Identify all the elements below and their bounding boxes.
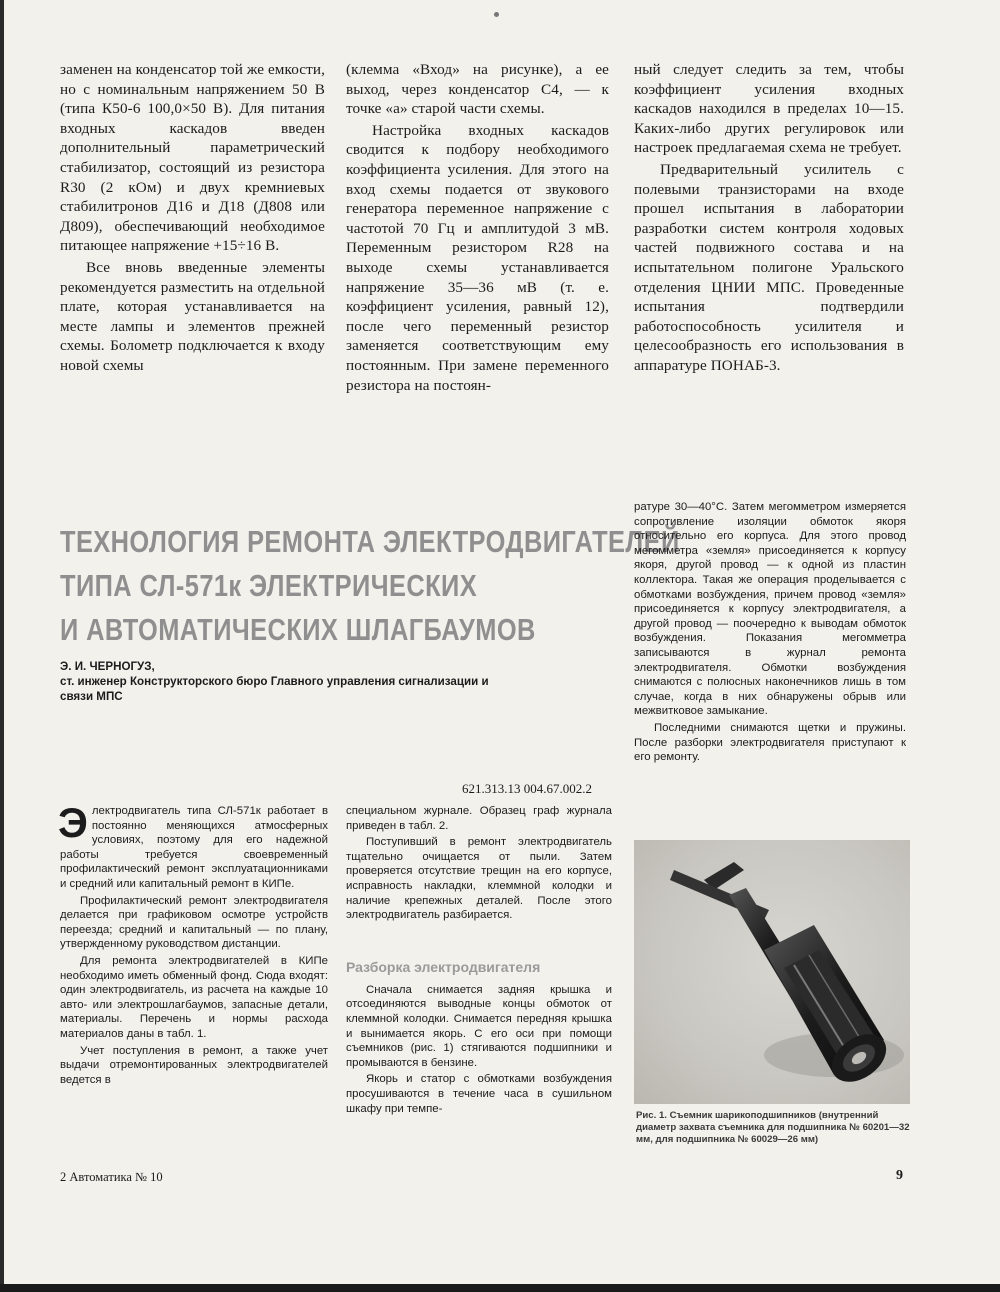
paragraph: Все вновь введенные элементы рекомендуется разместить на отдельной плате, которая устанавливается на месте лампы и элементов прежней схемы. Болометр подключается к входу новой схемы — [60, 258, 325, 374]
figure-photo — [634, 840, 910, 1104]
drop-cap: Э — [58, 799, 88, 846]
scan-edge — [0, 0, 4, 1292]
article-column-1 — [58, 799, 328, 1087]
footer-signature: 2 Автоматика № 10 — [60, 1170, 163, 1184]
paragraph: Для ремонта электродвигателей в КИПе необходимо иметь обменный фонд. Сюда входят: один электродвигатель, из расчета на каждые 10 авто- или электрошлагбаумов, запасные детали, материалы. Перечень и нормы расхода материалов даны в табл. 1. — [60, 954, 328, 1040]
author-affiliation: ст. инженер Конструкторского бюро Главного управления сигнализации и связи МПС — [60, 675, 489, 703]
udc-code: 621.313.13 004.67.002.2 — [462, 781, 592, 796]
paragraph: заменен на конденсатор той же емкости, но с номинальным напряжением 50 В (типа К50-6 100,0×50 В). Для питания входных каскадов введен дополнительный параметрический стабилизатор, состоящий из резистора R30 (2 кОм) и двух кремниевых стабилитронов Д16 и Д18 (Д808 или Д809), обеспечивающий необходимое питающее напряжение +15÷16 В. — [60, 61, 325, 255]
top-column-2 — [346, 60, 609, 395]
lead-paragraph — [58, 799, 328, 892]
article-title — [60, 520, 680, 652]
figure-caption: Рис. 1. Съемник шарикоподшипников (внутренний диаметр захвата съемника для подшипника № 60201—32 мм, для подшипника № 60029—26 мм) — [636, 1110, 910, 1145]
paragraph: Учет поступления в ремонт, а также учет выдачи отремонтированных электродвигателей ведется в — [60, 1044, 328, 1086]
scan-speck — [494, 12, 499, 17]
scan-edge-bottom — [0, 1284, 1000, 1292]
author-name: Э. И. ЧЕРНОГУЗ, — [60, 660, 155, 673]
title-line: ТИПА СЛ-571к ЭЛЕКТРИЧЕСКИХ — [60, 568, 478, 603]
paragraph: ный следует следить за тем, чтобы коэффициент усиления входных каскадов находился в пределах 10—15. Каких-либо других регулировок или настроек предлагаемая схема не требует. — [634, 61, 904, 157]
paragraph: Последними снимаются щетки и пружины. После разборки электродвигателя приступают к его ремонту. — [634, 721, 906, 764]
top-column-1 — [60, 60, 325, 376]
paragraph: Настройка входных каскадов сводится к подбору необходимого коэффициента усиления. Для этого на вход схемы подается от звукового генератора переменное напряжение с частотой 70 Гц и амплитудой 3 мВ. Переменным резистором R28 на выходе схемы устанавливается напряжение 35—36 мВ (т. е. коэффициент усиления, равный 12), после чего переменный резистор заменяется соответствующим ему постоянным. При замене переменного резистора на постоян- — [346, 121, 609, 394]
paragraph: Профилактический ремонт электродвигателя делается при графиковом осмотре устройств переезда; средний и капитальный — по плану, утвержденному руководством дистанции. — [60, 894, 328, 951]
article-column-2 — [346, 804, 612, 1116]
title-line: И АВТОМАТИЧЕСКИХ ШЛАГБАУМОВ — [60, 612, 536, 647]
article-column-3 — [634, 500, 906, 765]
section-heading: Разборка электродвигателя — [346, 958, 541, 975]
title-line: ТЕХНОЛОГИЯ РЕМОНТА ЭЛЕКТРОДВИГАТЕЛЕЙ — [60, 524, 680, 559]
paragraph: специальном журнале. Образец граф журнала приведен в табл. 2. — [346, 805, 612, 832]
lead-text: лектродвигатель типа СЛ-571к работает в постоянно меняющихся атмосферных условиях, поэтому для его надежной работы требуется своевременный профилактический ремонт эксплуатационниками и средний или капитальный ремонт в КИПе. — [60, 805, 328, 890]
paragraph: (клемма «Вход» на рисунке), а ее выход, через конденсатор С4, — к точке «а» старой части схемы. — [346, 61, 609, 118]
paragraph: ратуре 30—40°С. Затем мегомметром измеряется сопротивление изоляции обмоток якоря относительно его корпуса. Для этого провод мегомметра «земля» присоединяется к корпусу якоря, другой провод — к одной из пластин коллектора. Такая же операция проделывается с обмотками возбуждения, причем провод «земля» присоединяется к корпусу электродвигателя, а другой провод — поочередно к выводам обмоток возбуждения. Показания мегомметра записываются в журнал ремонта электродвигателя. Обмотки возбуждения снимаются с полюсных наконечников лишь в том случае, когда в них обнаружены обрыв или межвитковое замыкание. — [634, 501, 906, 718]
paragraph: Поступивший в ремонт электродвигатель тщательно очищается от пыли. Затем проверяется отсутствие трещин на его корпусе, исправность накладки, клеммной колодки и наличие крепежных деталей. После этого электродвигатель разбирается. — [346, 836, 612, 922]
bearing-puller-image — [634, 840, 910, 1104]
paragraph: Сначала снимается задняя крышка и отсоединяются выводные концы обмоток от клеммной колодки. Снимается передняя крышка и вынимается якорь. С его оси при помощи съемников (рис. 1) стягиваются подшипники и промываются в бензине. — [346, 983, 612, 1069]
paragraph: Предварительный усилитель с полевыми транзисторами на входе прошел испытания в лаборатории разработки систем контроля ходовых частей подвижного состава и на испытательном полигоне Уральского отделения ЦНИИ МПС. Проведенные испытания подтвердили работоспособность усилителя и целесообразность его использования в аппаратуре ПОНАБ-3. — [634, 160, 904, 374]
page-number: 9 — [896, 1168, 903, 1183]
paragraph: Якорь и статор с обмотками возбуждения просушиваются в течение часа в сушильном шкафу при темпе- — [346, 1073, 612, 1115]
top-column-3 — [634, 60, 904, 376]
